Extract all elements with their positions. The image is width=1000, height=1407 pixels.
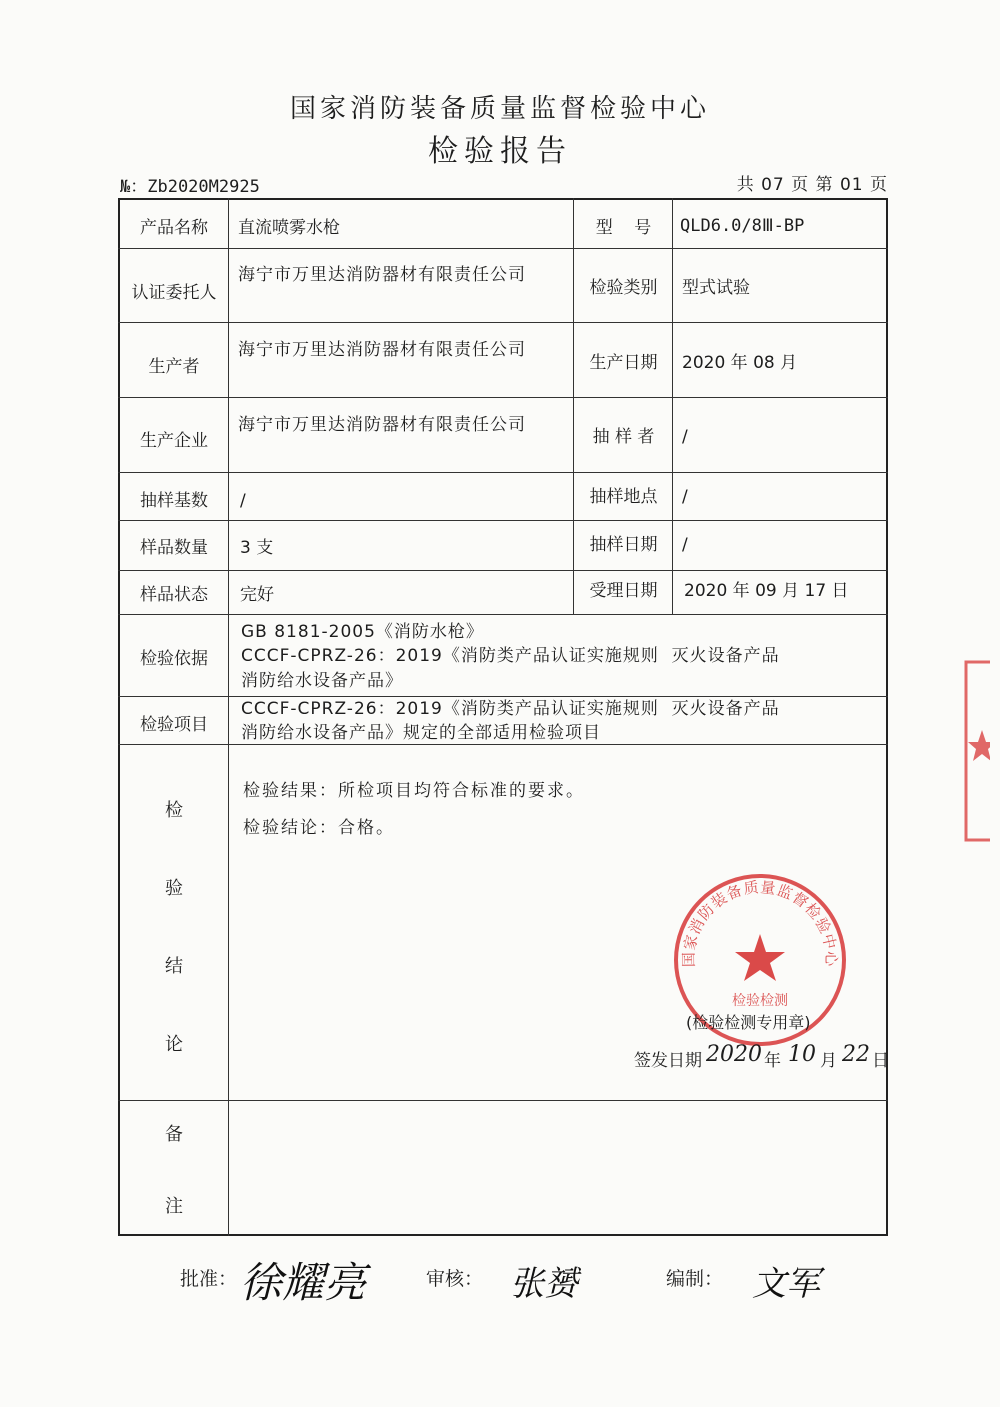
sign-date-unit: 年 [764, 1051, 781, 1071]
row-divider [118, 520, 888, 521]
sample-qty-label: 样品数量 [140, 538, 208, 558]
stamp-caption: (检验检测专用章) [686, 1013, 811, 1032]
row-divider [118, 1100, 888, 1101]
review-label: 审核： [426, 1268, 484, 1290]
client-label: 认证委托人 [131, 283, 217, 303]
review-signature: 张赟 [510, 1264, 578, 1304]
test-type-value: 型式试验 [682, 278, 750, 298]
test-type-label: 检验类别 [589, 278, 658, 298]
sign-date-day: 22 [842, 1042, 870, 1067]
basis-line: GB 8181-2005《消防水枪》 [241, 622, 484, 642]
conclusion-label-char: 结 [165, 956, 183, 977]
producer-label: 生产者 [148, 357, 200, 377]
remarks-label-char: 注 [165, 1196, 183, 1217]
stamp-subtext: 检验检测 [732, 993, 788, 1009]
model-label: 型 号 [595, 218, 652, 238]
sign-date-label: 签发日期 [634, 1051, 702, 1071]
sign-date-year: 2020 [706, 1042, 762, 1067]
remarks-label-char: 备 [165, 1124, 183, 1145]
basis-line: CCCF-CPRZ-26：2019《消防类产品认证实施规则 灭火设备产品 [241, 646, 780, 666]
sample-qty-value: 3 支 [240, 538, 274, 558]
row-divider [118, 472, 888, 473]
client-value: 海宁市万里达消防器材有限责任公司 [238, 265, 526, 285]
report-number: №：Zb2020M2925 [120, 177, 260, 197]
producer-value: 海宁市万里达消防器材有限责任公司 [238, 340, 526, 360]
items-label: 检验项目 [140, 715, 208, 735]
org-name: 国家消防装备质量监督检验中心 [289, 94, 710, 124]
sample-date-label: 抽样日期 [589, 535, 658, 555]
sample-place-value: / [682, 487, 688, 507]
report-title: 检验报告 [428, 134, 572, 169]
sample-base-label: 抽样基数 [140, 491, 208, 511]
approve-signature: 徐耀亮 [240, 1258, 367, 1307]
row-divider [118, 248, 888, 249]
sample-place-label: 抽样地点 [589, 487, 658, 507]
conclusion-label-char: 检 [165, 800, 183, 821]
col-divider [228, 198, 229, 1236]
test-result: 检验结果：所检项目均符合标准的要求。 [243, 781, 585, 801]
accept-date-label: 受理日期 [589, 581, 658, 601]
prod-date-label: 生产日期 [589, 353, 658, 373]
manufacturer-value: 海宁市万里达消防器材有限责任公司 [238, 415, 526, 435]
compile-label: 编制： [666, 1268, 724, 1290]
row-divider [118, 397, 888, 398]
row-divider [118, 614, 888, 615]
basis-label: 检验依据 [140, 649, 208, 669]
page-count: 共 07 页 第 01 页 [736, 175, 888, 195]
sample-date-value: / [682, 535, 688, 555]
stamp-text: 国家消防装备质量监督检验中心 [679, 878, 841, 968]
product-name-value: 直流喷雾水枪 [238, 218, 340, 238]
compile-signature: 文军 [752, 1264, 820, 1304]
sampler-label: 抽 样 者 [592, 427, 655, 447]
conclusion-label-char: 论 [165, 1034, 183, 1055]
conclusion-label-char: 验 [165, 878, 183, 899]
test-verdict: 检验结论：合格。 [243, 818, 395, 838]
sign-date-unit: 月 [820, 1051, 837, 1071]
row-divider [118, 570, 888, 571]
product-name-label: 产品名称 [140, 218, 208, 238]
col-divider [573, 198, 574, 614]
sample-state-value: 完好 [240, 585, 274, 605]
basis-line: 消防给水设备产品》 [241, 671, 403, 691]
sampler-value: / [682, 427, 688, 447]
row-divider [118, 322, 888, 323]
manufacturer-label: 生产企业 [140, 431, 208, 451]
sign-date-month: 10 [788, 1042, 816, 1067]
accept-date-value: 2020 年 09 月 17 日 [684, 581, 849, 601]
col-divider [672, 198, 673, 614]
sample-base-value: / [240, 491, 246, 511]
prod-date-value: 2020 年 08 月 [682, 353, 798, 373]
sample-state-label: 样品状态 [140, 585, 208, 605]
items-line: CCCF-CPRZ-26：2019《消防类产品认证实施规则 灭火设备产品 [241, 699, 780, 719]
edge-seal-fragment [962, 658, 990, 844]
items-line: 消防给水设备产品》规定的全部适用检验项目 [241, 723, 601, 743]
sign-date-unit: 日 [872, 1051, 889, 1071]
approve-label: 批准： [180, 1268, 238, 1290]
model-value: QLD6.0/8Ⅲ-BP [680, 216, 805, 236]
